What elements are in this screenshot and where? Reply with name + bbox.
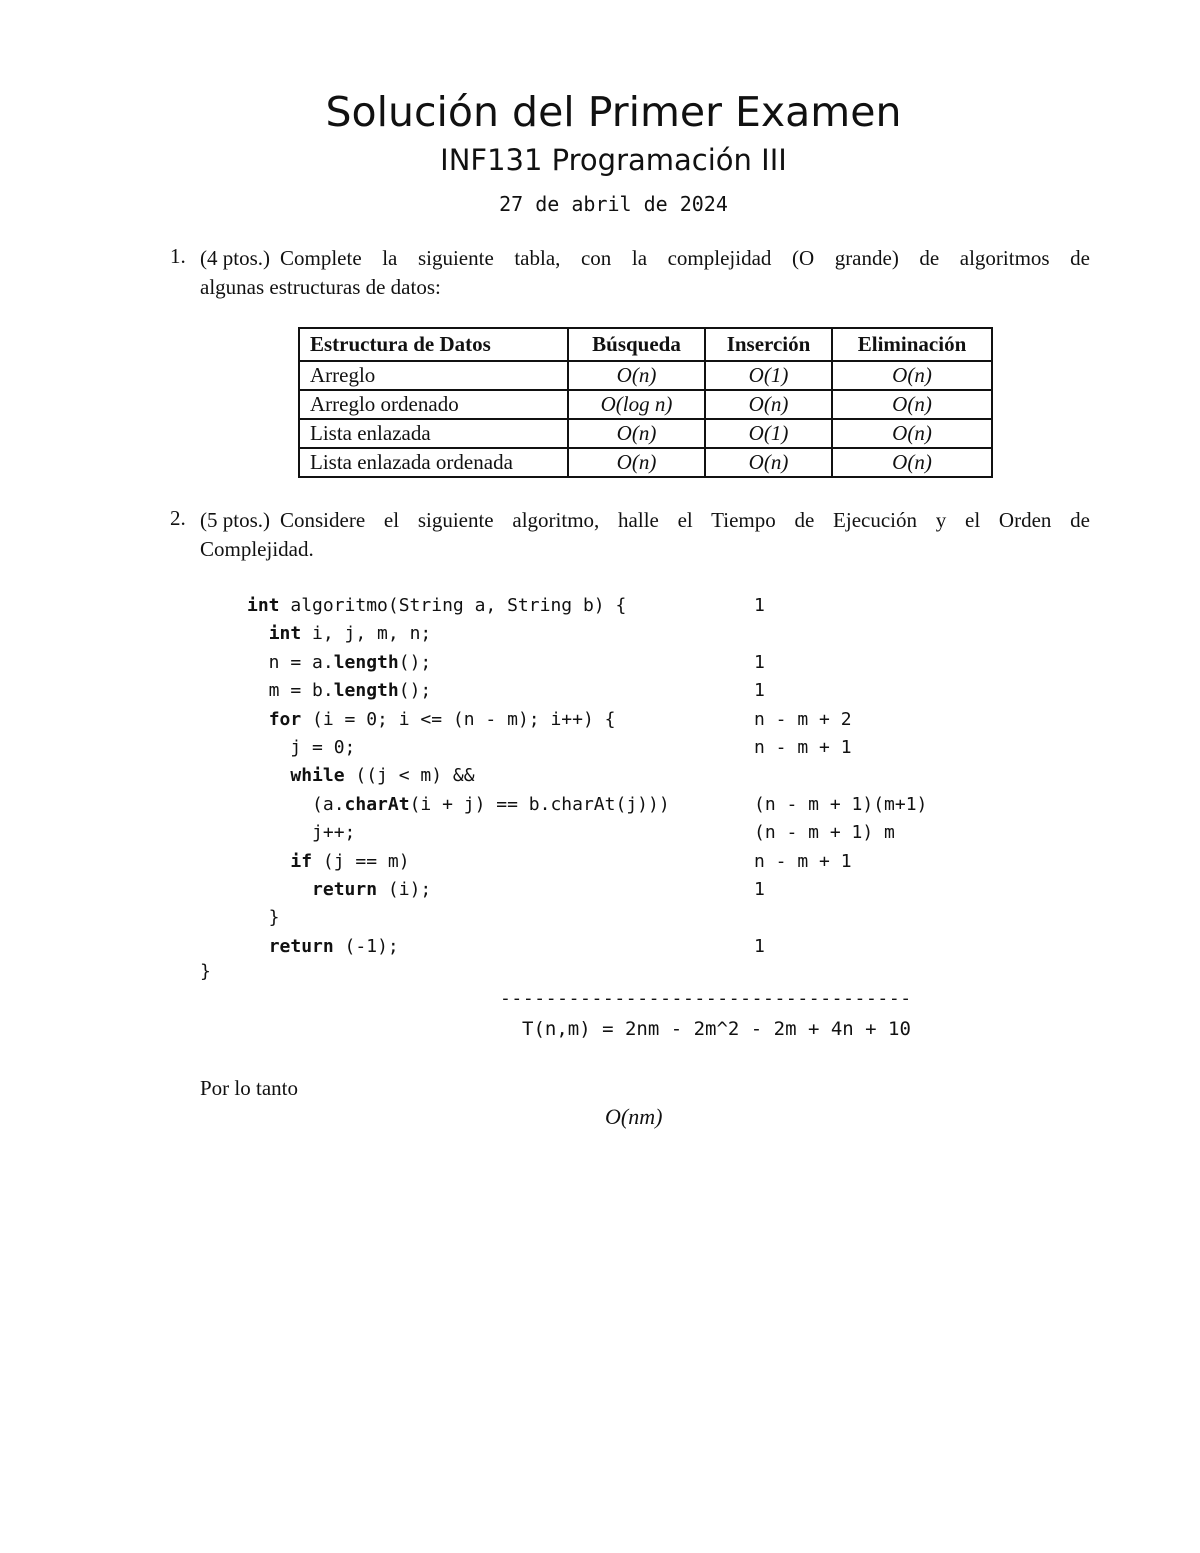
code-line bbox=[247, 762, 670, 790]
code-text: j = 0; bbox=[247, 737, 356, 759]
question-2-line1: Considere el siguiente algoritmo, halle el Tiempo de Ejecución y el Orden de bbox=[280, 508, 1090, 532]
line-count bbox=[754, 620, 927, 648]
code-text: (i); bbox=[377, 879, 432, 901]
code-text: i, j, m, n; bbox=[301, 623, 432, 645]
code-keyword: int bbox=[247, 595, 280, 616]
table-cell: Arreglo bbox=[299, 361, 568, 390]
code-keyword: return bbox=[312, 879, 378, 901]
code-line bbox=[247, 819, 670, 847]
code-keyword: length bbox=[333, 680, 399, 702]
table-cell: O(n) bbox=[832, 390, 992, 419]
line-count: n - m + 1 bbox=[754, 737, 852, 759]
code-line bbox=[247, 904, 670, 932]
code-text: algoritmo(String a, String b) { bbox=[279, 595, 627, 616]
table-header-row bbox=[299, 328, 992, 361]
runtime-formula: T(n,m) = 2nm - 2m^2 - 2m + 4n + 10 bbox=[522, 1018, 911, 1040]
question-1-text bbox=[200, 244, 1090, 302]
code-keyword: charAt bbox=[344, 793, 410, 815]
table-cell: O(n) bbox=[705, 448, 832, 477]
count-column bbox=[754, 592, 927, 961]
question-2-text bbox=[200, 506, 1090, 564]
complexity-table bbox=[298, 327, 993, 478]
code-text: (j == m) bbox=[312, 850, 410, 872]
question-1-points: (4 ptos.) bbox=[200, 246, 270, 270]
line-count bbox=[754, 762, 927, 790]
question-2-points: (5 ptos.) bbox=[200, 508, 270, 532]
code-text: j++; bbox=[247, 822, 356, 844]
table-cell: O(n) bbox=[568, 419, 705, 448]
line-count: (n - m + 1)(m+1) bbox=[754, 793, 928, 815]
line-count: (n - m + 1) m bbox=[754, 822, 895, 844]
code-line bbox=[247, 933, 670, 961]
line-count: 1 bbox=[754, 879, 765, 901]
code-text bbox=[247, 936, 269, 957]
table-cell: Arreglo ordenado bbox=[299, 390, 568, 419]
code-line bbox=[247, 649, 670, 677]
question-2-number: 2. bbox=[170, 506, 186, 530]
conclusion-text: Por lo tanto bbox=[200, 1076, 298, 1100]
table-cell: Lista enlazada ordenada bbox=[299, 448, 568, 477]
code-text: (-1); bbox=[333, 935, 399, 957]
table-cell: O(n) bbox=[832, 361, 992, 390]
table-cell: O(n) bbox=[568, 448, 705, 477]
code-text: m = b. bbox=[247, 680, 334, 702]
table-header-cell: Búsqueda bbox=[568, 328, 705, 361]
table-row bbox=[299, 361, 992, 390]
table-row bbox=[299, 390, 992, 419]
code-keyword: for bbox=[268, 708, 302, 730]
code-text bbox=[247, 765, 290, 786]
table-cell: O(n) bbox=[705, 390, 832, 419]
code-block bbox=[247, 592, 670, 961]
question-2-line2: Complejidad. bbox=[200, 537, 314, 561]
page-title: Solución del Primer Examen bbox=[325, 88, 902, 136]
table-cell: Lista enlazada bbox=[299, 419, 568, 448]
code-keyword: while bbox=[290, 765, 345, 787]
code-text bbox=[247, 879, 312, 900]
closing-brace: } bbox=[200, 961, 211, 982]
code-text: ((j < m) && bbox=[344, 765, 475, 787]
code-text bbox=[247, 851, 290, 872]
code-keyword: int bbox=[268, 623, 302, 645]
line-count: 1 bbox=[754, 680, 765, 702]
code-text bbox=[247, 709, 269, 730]
line-count: n - m + 2 bbox=[754, 708, 852, 730]
code-keyword: length bbox=[333, 651, 399, 673]
code-text: n = a. bbox=[247, 651, 334, 673]
table-row bbox=[299, 448, 992, 477]
table-cell: O(n) bbox=[832, 419, 992, 448]
table-cell: O(n) bbox=[832, 448, 992, 477]
code-line bbox=[247, 592, 670, 620]
question-1-line1: Complete la siguiente tabla, con la complejidad (O grande) de algoritmos de bbox=[280, 246, 1090, 270]
line-count: 1 bbox=[754, 935, 765, 957]
table-cell: O(1) bbox=[705, 419, 832, 448]
code-keyword: return bbox=[268, 935, 334, 957]
table-header-cell: Inserción bbox=[705, 328, 832, 361]
code-text: (i + j) == b.charAt(j))) bbox=[409, 793, 670, 815]
course-subtitle: INF131 Programación III bbox=[440, 143, 787, 177]
code-text: (a. bbox=[247, 793, 345, 815]
code-text: } bbox=[247, 907, 280, 929]
code-text: (); bbox=[398, 651, 432, 673]
line-count bbox=[754, 904, 927, 932]
code-line bbox=[247, 620, 670, 648]
table-cell: O(1) bbox=[705, 361, 832, 390]
code-line bbox=[247, 677, 670, 705]
table-cell: O(log n) bbox=[568, 390, 705, 419]
code-line bbox=[247, 734, 670, 762]
table-header-cell: Eliminación bbox=[832, 328, 992, 361]
code-keyword: if bbox=[290, 850, 313, 872]
code-line bbox=[247, 876, 670, 904]
sum-divider: ------------------------------------ bbox=[500, 988, 912, 1009]
code-text: (i = 0; i <= (n - m); i++) { bbox=[301, 708, 616, 730]
line-count: 1 bbox=[754, 651, 765, 673]
exam-date: 27 de abril de 2024 bbox=[499, 192, 728, 216]
complexity-result: O(nm) bbox=[605, 1104, 663, 1129]
question-1-line2: algunas estructuras de datos: bbox=[200, 275, 441, 299]
table-cell: O(n) bbox=[568, 361, 705, 390]
table-row bbox=[299, 419, 992, 448]
line-count: n - m + 1 bbox=[754, 850, 852, 872]
table-header-cell: Estructura de Datos bbox=[299, 328, 568, 361]
code-line bbox=[247, 848, 670, 876]
code-text: (); bbox=[398, 680, 432, 702]
question-1-number: 1. bbox=[170, 244, 186, 268]
code-line bbox=[247, 706, 670, 734]
code-text bbox=[247, 623, 269, 644]
code-line bbox=[247, 791, 670, 819]
line-count: 1 bbox=[754, 595, 765, 616]
